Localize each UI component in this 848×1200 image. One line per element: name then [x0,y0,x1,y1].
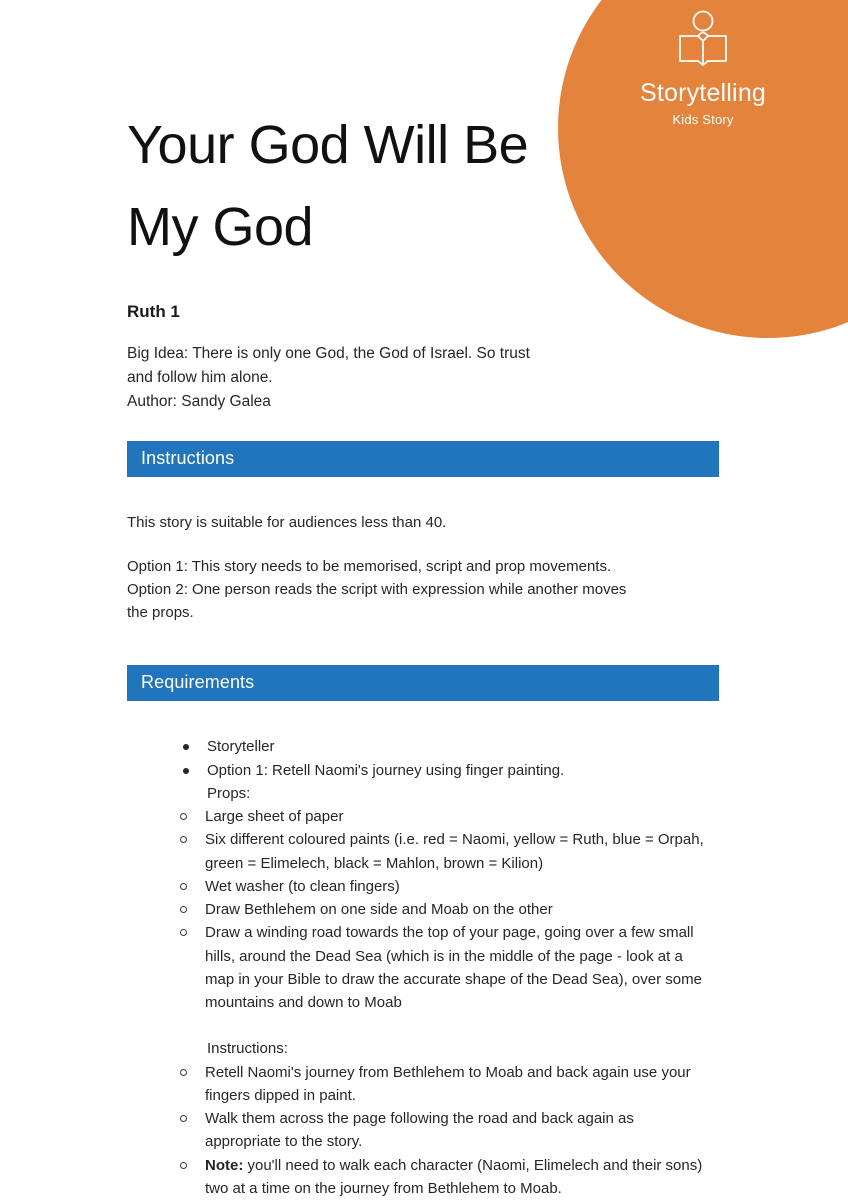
scripture-reference: Ruth 1 [127,302,180,322]
brand-name: Storytelling [639,79,767,107]
props-label: Props: [207,784,251,802]
list-item: Storyteller [181,735,727,758]
props-list [127,805,727,1014]
section-header-instructions: Instructions [127,441,719,477]
list-item: Option 1: Retell Naomi's journey using finger painting. [181,759,727,782]
sub-instructions-list [127,1061,727,1200]
author-text: Author: Sandy Galea [127,392,271,410]
instructions-content [127,477,727,624]
instructions-paragraph: This story is suitable for audiences less than 40. [127,514,447,532]
list-item: Six different coloured paints (i.e. red = Naomi, yellow = Ruth, blue = Orpah, green = Elimelech, black = Mahlon, brown = Kilion) [179,828,710,875]
list-item: Draw Bethlehem on one side and Moab on the other [179,898,727,921]
page-title: Your God Will Be My God [127,115,529,258]
instructions-paragraph: Option 1: This story needs to be memorised, script and prop movements. [127,557,612,575]
list-item: Walk them across the page following the road and back again as appropriate to the story. [179,1107,710,1154]
note-prefix: Note: [205,1156,244,1174]
note-text: you'll need to walk each character (Naomi, Elimelech and their sons) two at a time on the journey from Bethlehem to Moab. [205,1156,703,1197]
list-item: Draw a winding road towards the top of your page, going over a few small hills, around the Dead Sea (which is in the middle of the page - look at a map in your Bible to draw the accurate shape of the Dead Sea), over some mountains and down to Moab [179,921,710,1014]
list-item-note [179,1154,710,1200]
brand-tagline: Kids Story [672,111,734,127]
list-item: Wet washer (to clean fingers) [179,875,727,898]
list-item: Retell Naomi's journey from Bethlehem to Moab and back again use your fingers dipped in paint. [179,1061,710,1108]
requirements-list [127,701,727,805]
section-header-requirements: Requirements [127,665,719,701]
instructions-paragraph: Option 2: One person reads the script with expression while another moves the props. [127,580,627,622]
big-idea-text: Big Idea: There is only one God, the God of Israel. So trust and follow him alone. [127,345,530,386]
list-item: Large sheet of paper [179,805,727,828]
document-body [127,0,727,1200]
sub-instructions-label: Instructions: [207,1040,288,1058]
